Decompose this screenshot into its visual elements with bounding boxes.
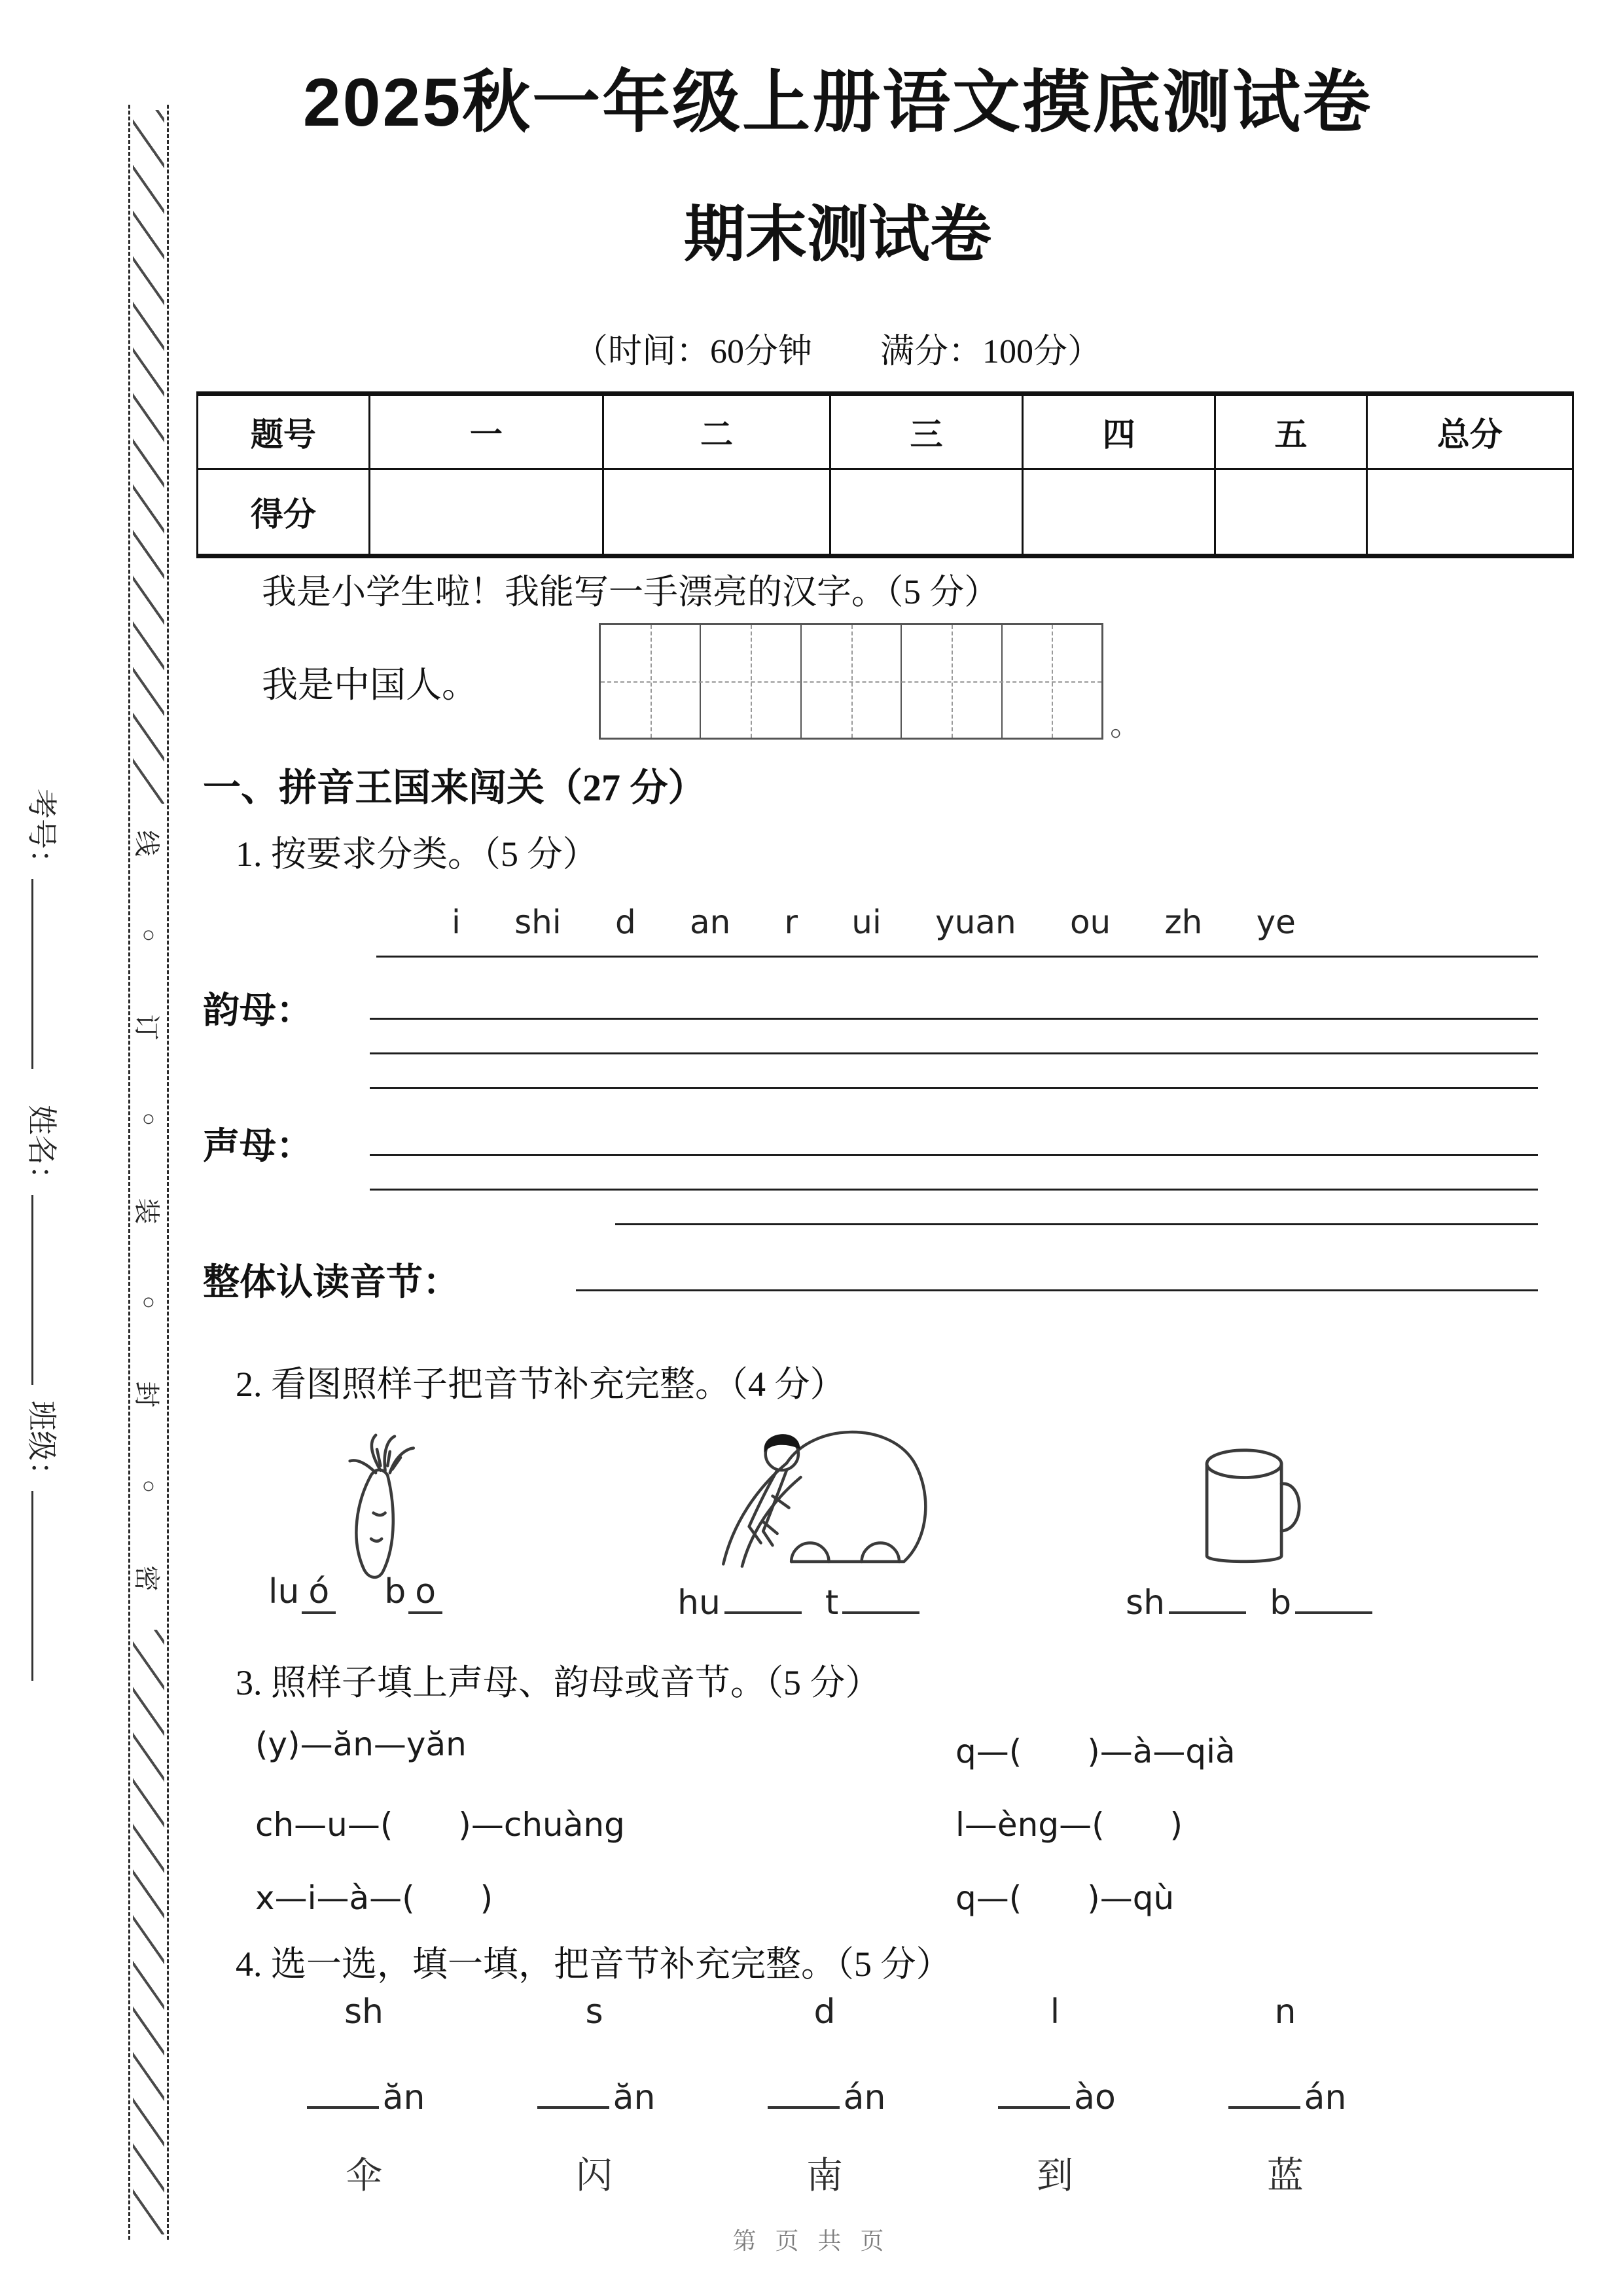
score-table-header-row bbox=[198, 394, 1573, 469]
col-header: 一 bbox=[369, 394, 603, 469]
grid-cell bbox=[601, 625, 700, 738]
syllable-part: t bbox=[825, 1583, 839, 1623]
final: ăn bbox=[613, 2078, 656, 2117]
class-label: 班级： bbox=[25, 1401, 58, 1491]
fill-blank bbox=[998, 2067, 1070, 2109]
syllable-part: hu bbox=[677, 1583, 721, 1623]
answer-line bbox=[370, 1154, 1538, 1156]
question-number-header: 题号 bbox=[198, 394, 370, 469]
q1-pinyin-items bbox=[452, 903, 1296, 941]
q4-initial-options bbox=[249, 1992, 1400, 2032]
handwriting-prompt: 我是小学生啦！我能写一手漂亮的汉字。（5 分） bbox=[262, 573, 999, 611]
target-character: 南 bbox=[806, 2156, 843, 2197]
blank-with-final bbox=[1170, 2067, 1400, 2117]
binding-char: 线 bbox=[132, 830, 162, 857]
col-header: 五 bbox=[1215, 394, 1366, 469]
ring-glyph: ○ bbox=[141, 1290, 156, 1315]
binding-char: 装 bbox=[132, 1198, 162, 1224]
time-and-score-info: （时间：60分钟 满分：100分） bbox=[573, 333, 1101, 370]
blank-with-final bbox=[249, 2067, 479, 2117]
q3-prompt: 3. 照样子填上声母、韵母或音节。（5 分） bbox=[236, 1663, 881, 1702]
exam-number-label: 考号： bbox=[25, 789, 58, 879]
score-cell bbox=[1023, 469, 1215, 556]
score-table bbox=[196, 391, 1574, 558]
q4-prompt: 4. 选一选，填一填，把音节补充完整。（5 分） bbox=[236, 1945, 952, 1984]
answer-line bbox=[370, 1087, 1538, 1089]
paper-subtitle: 期末测试卷 bbox=[683, 201, 991, 269]
target-character: 蓝 bbox=[1267, 2156, 1304, 2197]
answer-line bbox=[615, 1223, 1538, 1225]
syllable-group-shuibei bbox=[1126, 1572, 1376, 1623]
pinyin-item: d bbox=[615, 903, 636, 941]
ring-glyph: ○ bbox=[141, 1474, 156, 1499]
option-initial: s bbox=[585, 1992, 603, 2032]
final: ào bbox=[1074, 2078, 1116, 2117]
option-initial: l bbox=[1050, 1992, 1060, 2032]
syllable-part: sh bbox=[1126, 1583, 1166, 1623]
q1-answer-area bbox=[203, 952, 1538, 1325]
syllable-group-huati bbox=[677, 1572, 923, 1623]
answer-line bbox=[376, 956, 1538, 958]
binding-char: 密 bbox=[132, 1565, 162, 1592]
blank-with-final bbox=[940, 2067, 1170, 2117]
final: ăn bbox=[382, 2078, 425, 2117]
grid-cell bbox=[800, 625, 901, 738]
q1-prompt: 1. 按要求分类。（5 分） bbox=[236, 834, 598, 874]
class-field bbox=[22, 1401, 65, 1681]
page-footer: 第 页 共 页 bbox=[732, 2228, 891, 2254]
pinyin-item: ye bbox=[1256, 903, 1296, 941]
target-character: 伞 bbox=[346, 2156, 382, 2197]
student-name-blank bbox=[31, 1195, 39, 1385]
option-initial: n bbox=[1274, 1992, 1296, 2032]
col-header: 四 bbox=[1023, 394, 1215, 469]
option-initial: d bbox=[813, 1992, 836, 2032]
binding-char: 订 bbox=[132, 1014, 162, 1041]
option-initial: sh bbox=[344, 1992, 384, 2032]
q3-item: ch—u—( )—chuàng bbox=[255, 1806, 625, 1844]
score-cell bbox=[603, 469, 830, 556]
q2-prompt: 2. 看图照样子把音节补充完整。（4 分） bbox=[236, 1365, 846, 1404]
answer-line bbox=[576, 1289, 1538, 1291]
sentence-period: 。 bbox=[1110, 708, 1142, 742]
pinyin-item: yuan bbox=[935, 903, 1016, 941]
fill-blank bbox=[1228, 2067, 1300, 2109]
score-row-label: 得分 bbox=[198, 469, 370, 556]
finals-label: 韵母： bbox=[203, 991, 313, 1031]
final: án bbox=[1304, 2078, 1347, 2117]
binding-line-text bbox=[130, 825, 167, 1597]
score-cell bbox=[1215, 469, 1366, 556]
exam-number-field bbox=[22, 789, 65, 1069]
blank-with-final bbox=[709, 2067, 940, 2117]
answer-line bbox=[370, 1018, 1538, 1020]
fill-blank bbox=[1169, 1572, 1246, 1614]
syllable-part: lu bbox=[268, 1572, 300, 1611]
target-character: 到 bbox=[1037, 2156, 1073, 2197]
ring-glyph: ○ bbox=[141, 922, 156, 947]
exam-number-blank bbox=[31, 879, 39, 1069]
hatch-marks-top bbox=[133, 110, 164, 804]
q3-item: l—èng—( ) bbox=[955, 1806, 1183, 1844]
copy-sentence: 我是中国人。 bbox=[262, 665, 478, 705]
final: án bbox=[843, 2078, 886, 2117]
section-1-heading: 一、拼音王国来闯关（27 分） bbox=[203, 766, 706, 809]
score-cell bbox=[369, 469, 603, 556]
student-name-field bbox=[22, 1105, 65, 1385]
example-answer: ó bbox=[302, 1572, 336, 1614]
target-character: 闪 bbox=[576, 2156, 613, 2197]
seal-binding-strip bbox=[128, 105, 169, 2240]
total-score-header: 总分 bbox=[1366, 394, 1573, 469]
ring-glyph: ○ bbox=[141, 1106, 156, 1131]
fill-blank bbox=[307, 2067, 379, 2109]
fill-blank bbox=[537, 2067, 609, 2109]
boy-on-slide-illustration bbox=[674, 1414, 955, 1581]
q4-blanks-row bbox=[249, 2067, 1400, 2117]
answer-line bbox=[370, 1189, 1538, 1191]
col-header: 三 bbox=[830, 394, 1022, 469]
grid-cell bbox=[700, 625, 800, 738]
student-name-label: 姓名： bbox=[25, 1105, 58, 1195]
q3-item: q—( )—qù bbox=[955, 1879, 1175, 1917]
syllable-group-luobo bbox=[268, 1572, 445, 1614]
pinyin-item: ou bbox=[1069, 903, 1111, 941]
score-cell bbox=[1366, 469, 1573, 556]
pinyin-item: shi bbox=[514, 903, 562, 941]
blank-with-final bbox=[479, 2067, 709, 2117]
paper-title: 2025秋一年级上册语文摸底测试卷 bbox=[302, 65, 1373, 141]
binding-char: 封 bbox=[132, 1381, 162, 1408]
q4-characters-row bbox=[249, 2147, 1400, 2199]
pinyin-item: ui bbox=[851, 903, 882, 941]
hatch-marks-bottom bbox=[133, 1630, 164, 2234]
pinyin-item: r bbox=[784, 903, 798, 941]
score-cell bbox=[830, 469, 1022, 556]
q3-item: x—i—à—( ) bbox=[255, 1879, 493, 1917]
score-row bbox=[198, 469, 1573, 556]
pinyin-item: i bbox=[452, 903, 461, 941]
fill-blank bbox=[724, 1572, 802, 1614]
syllable-part: b bbox=[1270, 1583, 1292, 1623]
handwriting-grid bbox=[599, 623, 1103, 740]
fill-blank bbox=[1295, 1572, 1372, 1614]
mug-illustration bbox=[1194, 1446, 1309, 1571]
q3-item: q—( )—à—qià bbox=[955, 1732, 1236, 1770]
grid-cell bbox=[901, 625, 1001, 738]
col-header: 二 bbox=[603, 394, 830, 469]
example-answer: o bbox=[408, 1572, 442, 1614]
initials-label: 声母： bbox=[203, 1126, 313, 1167]
answer-line bbox=[370, 1052, 1538, 1054]
pinyin-item: an bbox=[689, 903, 731, 941]
grid-cell bbox=[1001, 625, 1101, 738]
fill-blank bbox=[842, 1572, 919, 1614]
fill-blank bbox=[768, 2067, 840, 2109]
pinyin-item: zh bbox=[1164, 903, 1203, 941]
radish-illustration bbox=[324, 1430, 442, 1584]
q3-item: (y)—ăn—yăn bbox=[255, 1725, 467, 1763]
q2-syllable-row bbox=[268, 1572, 1479, 1638]
syllable-part: b bbox=[384, 1572, 406, 1611]
whole-syllables-label: 整体认读音节： bbox=[203, 1263, 459, 1303]
class-blank bbox=[31, 1491, 39, 1681]
